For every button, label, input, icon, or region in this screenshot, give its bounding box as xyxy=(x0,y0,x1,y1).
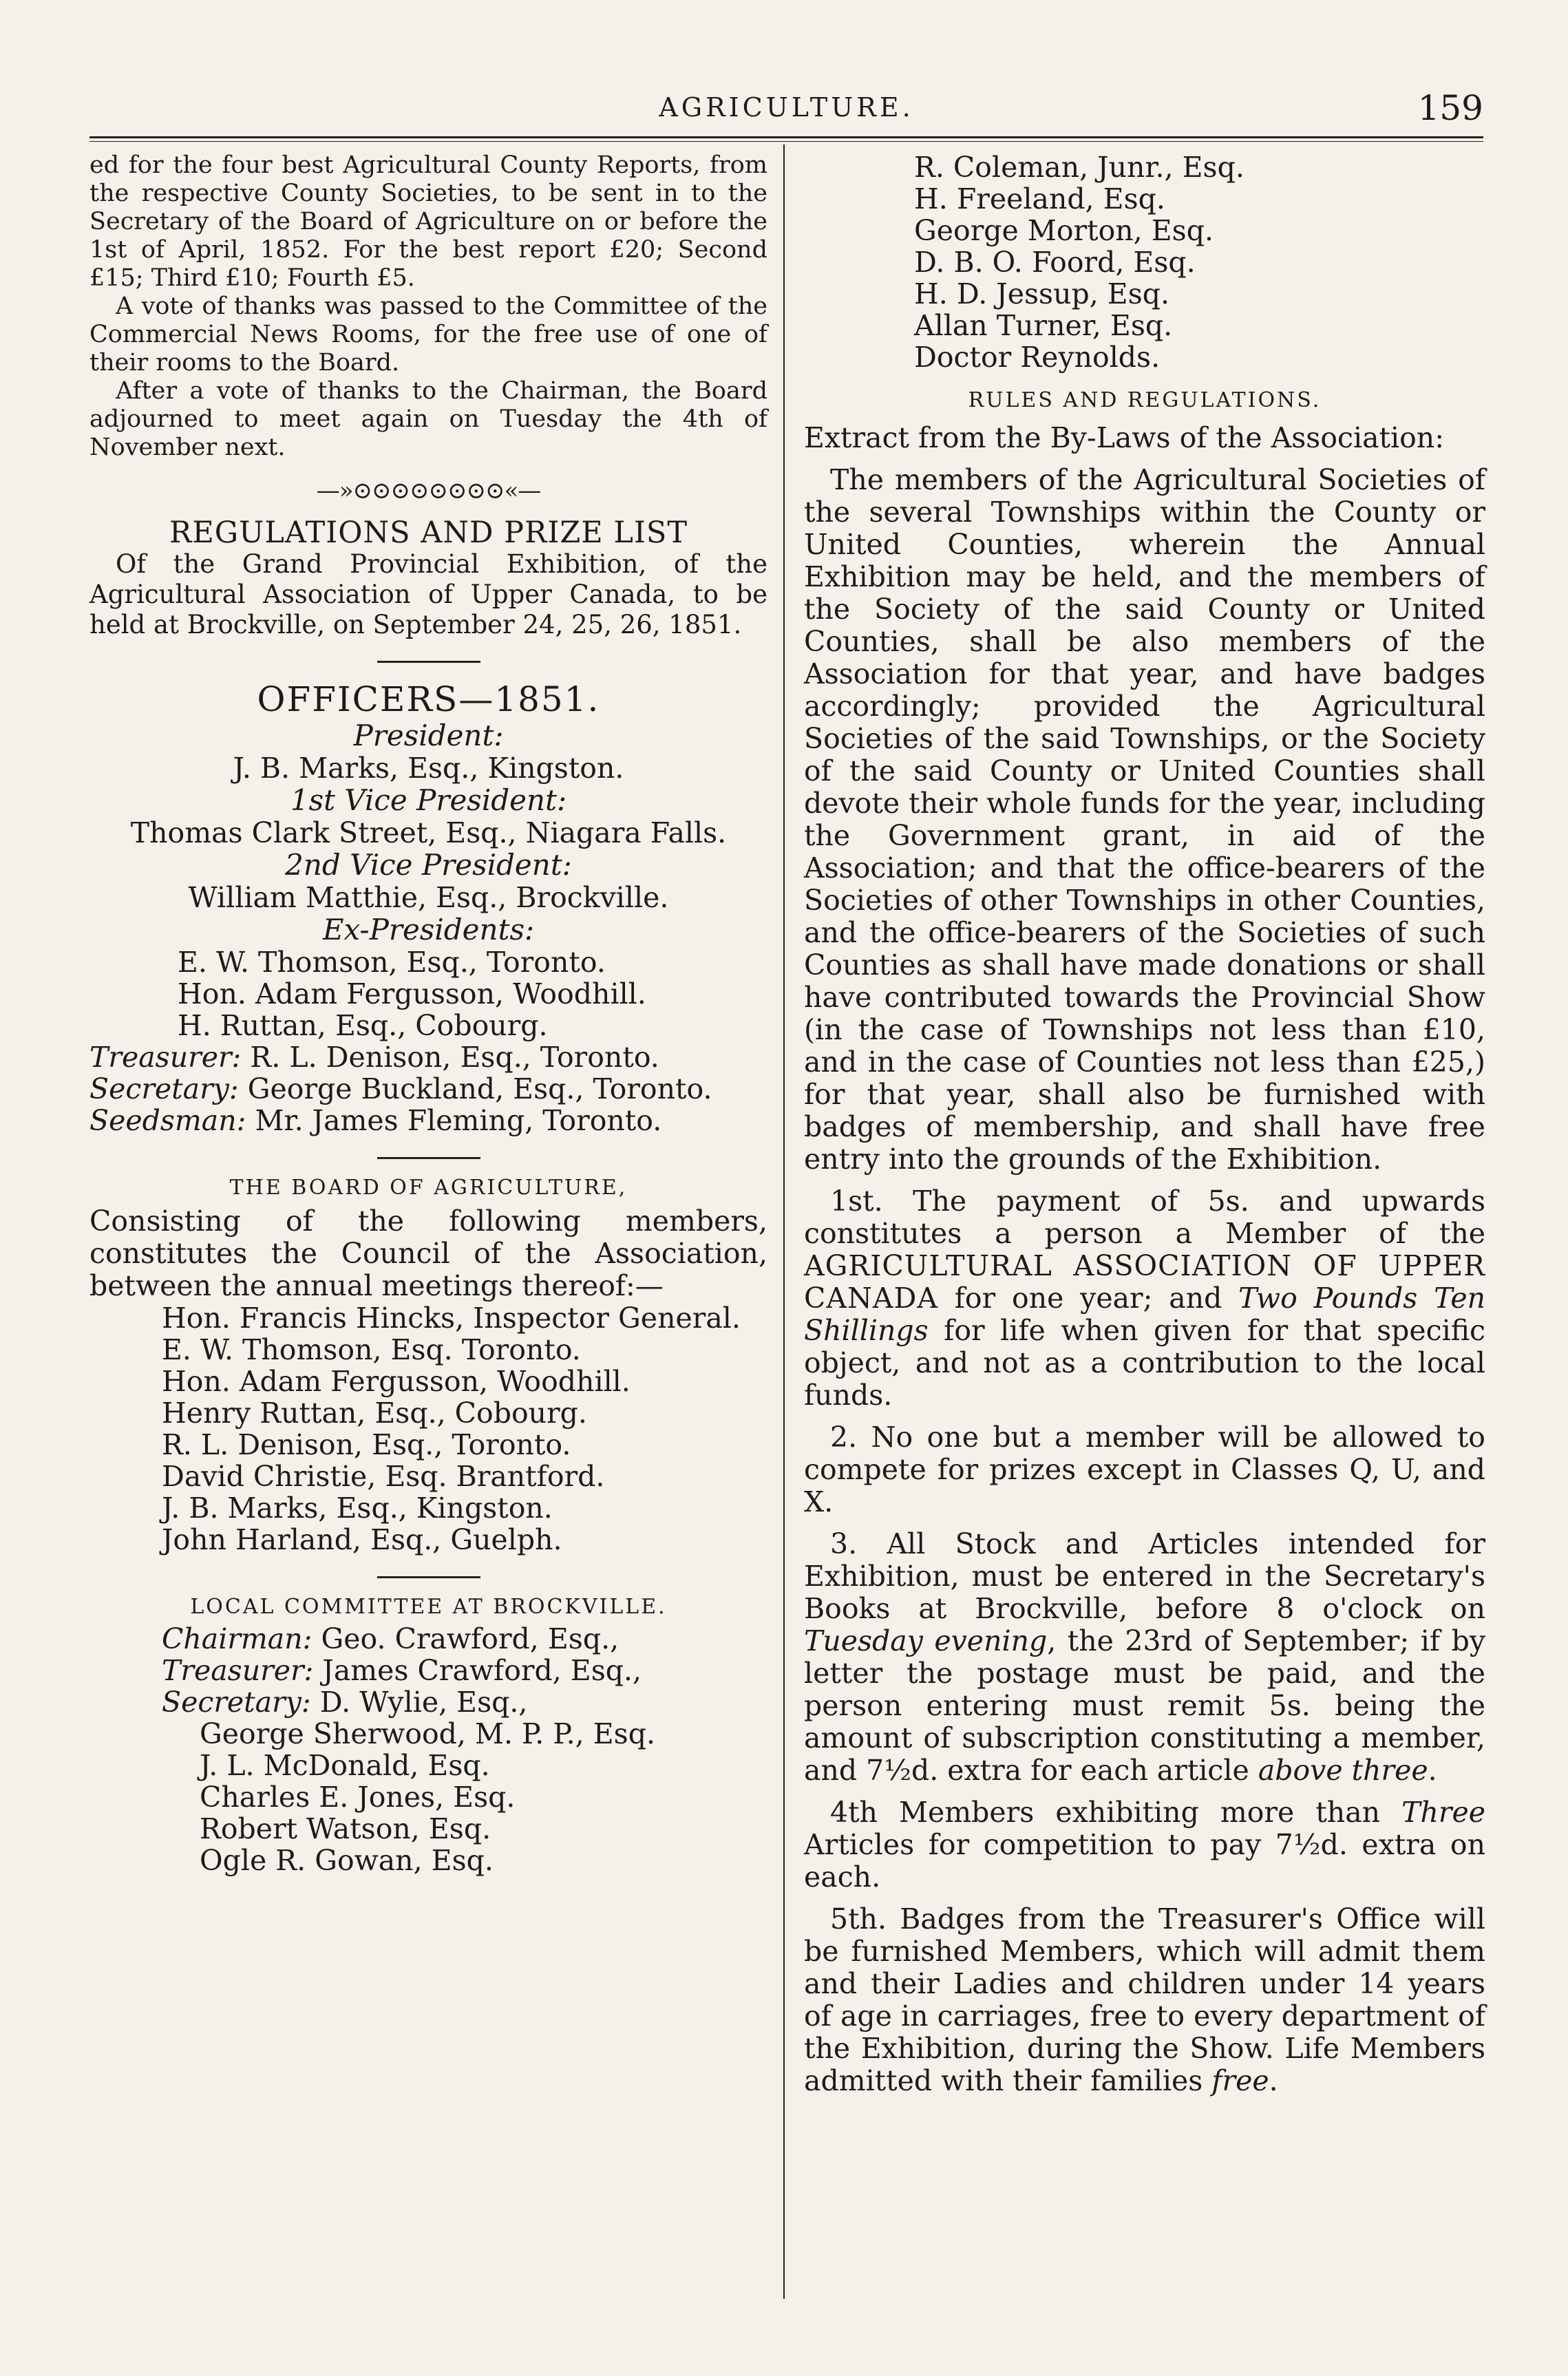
page-header xyxy=(89,88,1483,129)
section-rule xyxy=(377,661,480,663)
local-member: J. L. McDonald, Esq. xyxy=(200,1749,490,1782)
president-name: J. B. Marks, Esq., Kingston. xyxy=(233,752,624,785)
ornament-divider: —»⊙⊙⊙⊙⊙⊙⊙⊙«— xyxy=(316,477,541,505)
board-member: Hon. Francis Hincks, Inspector General. xyxy=(162,1302,741,1335)
seedsman-line: Seedsman: Mr. James Fleming, Toronto. xyxy=(89,1104,662,1137)
continued-members xyxy=(804,151,1485,373)
treasurer2-line: Treasurer: James Crawford, Esq., xyxy=(162,1654,642,1687)
local-committee-title: LOCAL COMMITTEE AT BROCKVILLE. xyxy=(190,1595,667,1619)
local-member: Robert Watson, Esq. xyxy=(200,1812,491,1845)
board-member: Hon. Adam Fergusson, Woodhill. xyxy=(162,1365,631,1398)
ex-presidents-label: Ex-Presidents: xyxy=(322,913,535,946)
board-member: David Christie, Esq. Brantford. xyxy=(162,1460,605,1493)
member-line: D. B. O. Foord, Esq. xyxy=(914,246,1196,279)
left-column xyxy=(89,151,767,1876)
right-column xyxy=(804,151,1485,2097)
officers-title: OFFICERS—1851. xyxy=(257,679,600,719)
extract-line: Extract from the By-Laws of the Association: xyxy=(804,421,1445,454)
board-member: J. B. Marks, Esq., Kingston. xyxy=(162,1492,553,1525)
member-line: H. D. Jessup, Esq. xyxy=(914,277,1170,310)
secretary-line: Secretary: George Buckland, Esq., Toronto. xyxy=(89,1072,712,1105)
ex-president: E. W. Thomson, Esq., Toronto. xyxy=(178,946,606,979)
secretary2-line: Secretary: D. Wylie, Esq., xyxy=(162,1686,528,1719)
member-line: Doctor Reynolds. xyxy=(914,341,1161,374)
regulations-title: REGULATIONS AND PRIZE LIST xyxy=(169,516,688,550)
president-label: President: xyxy=(353,719,504,752)
ex-president: H. Ruttan, Esq., Cobourg. xyxy=(178,1009,548,1042)
board-title: THE BOARD OF AGRICULTURE, xyxy=(229,1176,628,1200)
member-line: Allan Turner, Esq. xyxy=(914,309,1173,342)
local-member: George Sherwood, M. P. P., Esq. xyxy=(200,1717,655,1750)
board-intro: Consisting of the following members, constitutes the Council of the Association, between the annual meetings thereof:— xyxy=(89,1205,767,1302)
board-member: R. L. Denison, Esq., Toronto. xyxy=(162,1428,571,1461)
local-member: Ogle R. Gowan, Esq. xyxy=(200,1844,494,1877)
board-member: E. W. Thomson, Esq. Toronto. xyxy=(162,1333,581,1366)
paragraph-reports: ed for the four best Agricultural County Reports, from the respective County Societies, to be sent in to the Secretary of the Board of Agriculture on or before the 1st of April, 1852. For the best report £20; Second £15; Third £10; Fourth £5. xyxy=(89,151,767,292)
member-line: George Morton, Esq. xyxy=(914,214,1214,247)
vp2-label: 2nd Vice President: xyxy=(285,848,572,882)
member-line: R. Coleman, Junr., Esq. xyxy=(914,151,1244,184)
board-member: John Harland, Esq., Guelph. xyxy=(162,1523,562,1556)
vp1-name: Thomas Clark Street, Esq., Niagara Falls. xyxy=(130,816,727,849)
column-divider xyxy=(783,145,785,2299)
running-head: AGRICULTURE. xyxy=(659,92,914,123)
board-member: Henry Ruttan, Esq., Cobourg. xyxy=(162,1397,587,1430)
treasurer-line: Treasurer: R. L. Denison, Esq., Toronto. xyxy=(89,1041,659,1074)
rule-5: 5th. Badges from the Treasurer's Office will be furnished Members, which will admit them and their Ladies and children under 14 years of age in carriages, free to every department of the Exhibition, during the Show. Life Members admitted with their families free. xyxy=(804,1902,1485,2097)
rules-title: RULES AND REGULATIONS. xyxy=(968,388,1322,412)
rules-intro: The members of the Agricultural Societies of the several Townships within the County or United Counties, wherein the Annual Exhibition may be held, and the members of the Society of the said County or United Counties, shall be also members of the Association for that year, and have badges accordingly; provided the Agricultural Societies of the said Townships, or the Society of the said County or United Counties shall devote their whole funds for the year, including the Government grant, in aid of the Association; and that the office-bearers of the Societies of other Townships in other Counties, and the office-bearers of the Societies of such Counties as shall have made donations or shall have contributed towards the Provincial Show (in the case of Townships not less than £10, and in the case of Counties not less than £25,) for that year, shall also be furnished with badges of membership, and shall have free entry into the grounds of the Exhibition. xyxy=(804,463,1485,1176)
section-rule xyxy=(377,1576,480,1578)
ex-president: Hon. Adam Fergusson, Woodhill. xyxy=(178,977,646,1010)
rule-1: 1st. The payment of 5s. and upwards constitutes a person a Member of the AGRICULTURAL ASSOCIATION OF UPPER CANADA for one year; and Two Pounds Ten Shillings for life when given for that specific object, and not as a contribution to the local funds. xyxy=(804,1185,1485,1412)
paragraph-adjourn: After a vote of thanks to the Chairman, the Board adjourned to meet again on Tuesday the 4th of November next. xyxy=(89,377,767,461)
rule-4: 4th Members exhibiting more than Three Articles for competition to pay 7½d. extra on each. xyxy=(804,1796,1485,1894)
board-members xyxy=(89,1302,767,1556)
section-rule xyxy=(377,1157,480,1159)
local-member: Charles E. Jones, Esq. xyxy=(200,1781,516,1814)
chairman-line: Chairman: Geo. Crawford, Esq., xyxy=(162,1622,619,1655)
rule-3: 3. All Stock and Articles intended for Exhibition, must be entered in the Secretary's Books at Brockville, before 8 o'clock on Tuesday evening, the 23rd of September; if by letter the postage must be paid, and the person entering must remit 5s. being the amount of subscription constituting a member, and 7½d. extra for each article above three. xyxy=(804,1527,1485,1787)
header-rule xyxy=(89,136,1483,142)
paragraph-vote-committee: A vote of thanks was passed to the Committee of the Commercial News Rooms, for the free use of one of their rooms to the Board. xyxy=(89,293,767,376)
page-number: 159 xyxy=(1417,88,1483,128)
vp2-name: William Matthie, Esq., Brockville. xyxy=(188,881,669,914)
regulations-body: Of the Grand Provincial Exhibition, of the Agricultural Association of Upper Canada, to be held at Brockville, on September 24, 25, 26, 1851. xyxy=(89,549,767,639)
vp1-label: 1st Vice President: xyxy=(290,783,567,817)
rule-2: 2. No one but a member will be allowed to compete for prizes except in Classes Q, U, and X. xyxy=(804,1421,1485,1518)
member-line: H. Freeland, Esq. xyxy=(914,182,1165,215)
